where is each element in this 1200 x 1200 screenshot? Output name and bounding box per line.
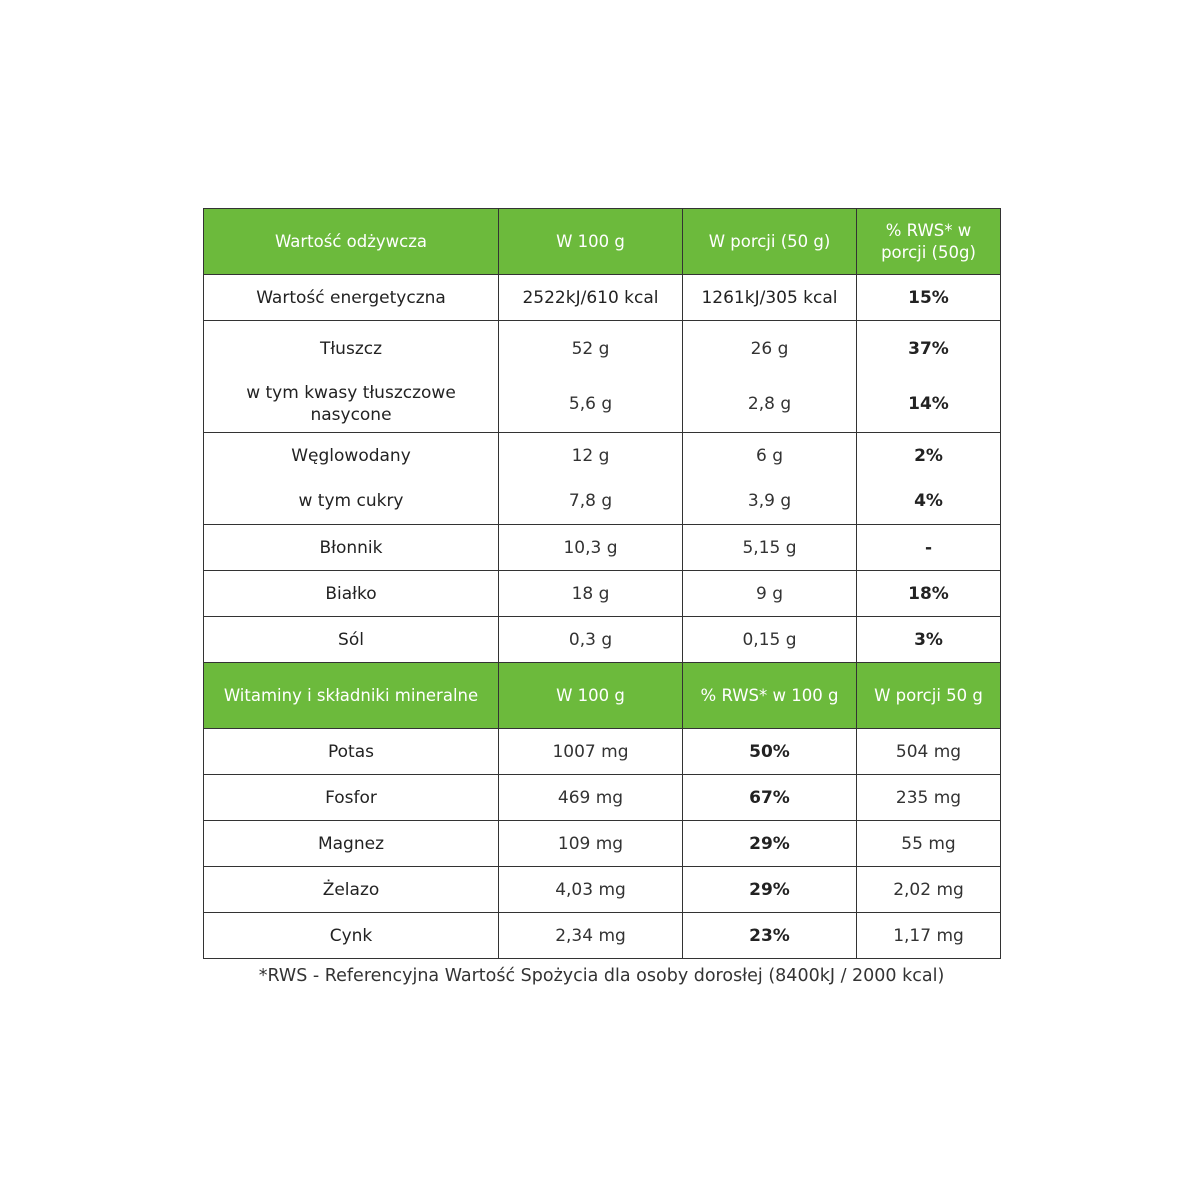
cell-per-portion: 9 g: [683, 571, 857, 617]
cell-per-100g: [499, 321, 683, 433]
carbs-per-portion: 6 g: [755, 446, 783, 466]
cell-per-portion: 1261kJ/305 kcal: [683, 275, 857, 321]
carbs-label: Węglowodany: [291, 446, 411, 466]
table-row-protein: [204, 571, 1001, 617]
cell-per-portion: 5,15 g: [683, 525, 857, 571]
cell-rws: 29%: [683, 867, 857, 913]
carbs-per-100g: 12 g: [571, 446, 610, 466]
cell-rws: 29%: [683, 821, 857, 867]
cell-per-portion: [683, 321, 857, 433]
cell-per-100g: 1007 mg: [499, 729, 683, 775]
sugars-per-portion: 3,9 g: [747, 491, 792, 511]
cell-per-portion: 2,02 mg: [857, 867, 1001, 913]
cell-per-portion: 1,17 mg: [857, 913, 1001, 959]
cell-label: Błonnik: [204, 525, 499, 571]
cell-label: Białko: [204, 571, 499, 617]
table-row-carbs: [204, 433, 1001, 525]
table-row-fat: [204, 321, 1001, 433]
cell-per-100g: 18 g: [499, 571, 683, 617]
cell-per-100g: 2,34 mg: [499, 913, 683, 959]
table-row-zinc: [204, 913, 1001, 959]
cell-label: Żelazo: [204, 867, 499, 913]
cell-per-100g: [499, 433, 683, 525]
table-row-potassium: [204, 729, 1001, 775]
header-cell-rws-portion: % RWS* w porcji (50g): [857, 209, 1001, 275]
cell-per-portion: 0,15 g: [683, 617, 857, 663]
cell-per-100g: 2522kJ/610 kcal: [499, 275, 683, 321]
header-cell-per-100g: W 100 g: [499, 209, 683, 275]
cell-rws: 15%: [857, 275, 1001, 321]
cell-rws: -: [857, 525, 1001, 571]
table-row-magnesium: [204, 821, 1001, 867]
cell-rws: 67%: [683, 775, 857, 821]
cell-rws: 18%: [857, 571, 1001, 617]
saturated-fat-label: w tym kwasy tłuszczowe nasycone: [246, 383, 456, 425]
header-cell-minerals: Witaminy i składniki mineralne: [204, 663, 499, 729]
header-row-nutrition: [204, 209, 1001, 275]
footnote: *RWS - Referencyjna Wartość Spożycia dla osoby dorosłej (8400kJ / 2000 kcal): [258, 966, 945, 986]
fat-per-portion: 26 g: [750, 339, 789, 359]
sugars-label: w tym cukry: [298, 491, 404, 511]
cell-rws: 50%: [683, 729, 857, 775]
sugars-rws: 4%: [914, 491, 943, 511]
header-cell-nutrient: Wartość odżywcza: [204, 209, 499, 275]
cell-label: Fosfor: [204, 775, 499, 821]
saturated-fat-per-100g: 5,6 g: [568, 394, 613, 414]
table-row-energy: [204, 275, 1001, 321]
cell-per-100g: 10,3 g: [499, 525, 683, 571]
fat-rws: 37%: [908, 339, 949, 359]
fat-per-100g: 52 g: [571, 339, 610, 359]
table-row-salt: [204, 617, 1001, 663]
header-cell-rws-100g: % RWS* w 100 g: [683, 663, 857, 729]
table-row-iron: [204, 867, 1001, 913]
cell-label: Cynk: [204, 913, 499, 959]
cell-per-portion: 504 mg: [857, 729, 1001, 775]
cell-rws: [857, 433, 1001, 525]
cell-label: Potas: [204, 729, 499, 775]
cell-per-portion: 55 mg: [857, 821, 1001, 867]
carbs-rws: 2%: [914, 446, 943, 466]
fat-label: Tłuszcz: [319, 339, 383, 359]
header-cell-per-portion: W porcji (50 g): [683, 209, 857, 275]
header-row-minerals: [204, 663, 1001, 729]
header-cell-per-100g: W 100 g: [499, 663, 683, 729]
nutrition-table: [203, 208, 1001, 959]
saturated-fat-per-portion: 2,8 g: [747, 394, 792, 414]
cell-rws: 23%: [683, 913, 857, 959]
sugars-per-100g: 7,8 g: [568, 491, 613, 511]
cell-per-100g: 469 mg: [499, 775, 683, 821]
cell-per-portion: 235 mg: [857, 775, 1001, 821]
table-row-fiber: [204, 525, 1001, 571]
cell-per-portion: [683, 433, 857, 525]
cell-per-100g: 0,3 g: [499, 617, 683, 663]
cell-rws: [857, 321, 1001, 433]
cell-label: Wartość energetyczna: [204, 275, 499, 321]
cell-label: Sól: [204, 617, 499, 663]
saturated-fat-rws: 14%: [908, 394, 949, 414]
cell-label: [204, 433, 499, 525]
table-row-phosphorus: [204, 775, 1001, 821]
cell-per-100g: 109 mg: [499, 821, 683, 867]
cell-label: [204, 321, 499, 433]
cell-rws: 3%: [857, 617, 1001, 663]
cell-label: Magnez: [204, 821, 499, 867]
header-cell-per-portion: W porcji 50 g: [857, 663, 1001, 729]
cell-per-100g: 4,03 mg: [499, 867, 683, 913]
